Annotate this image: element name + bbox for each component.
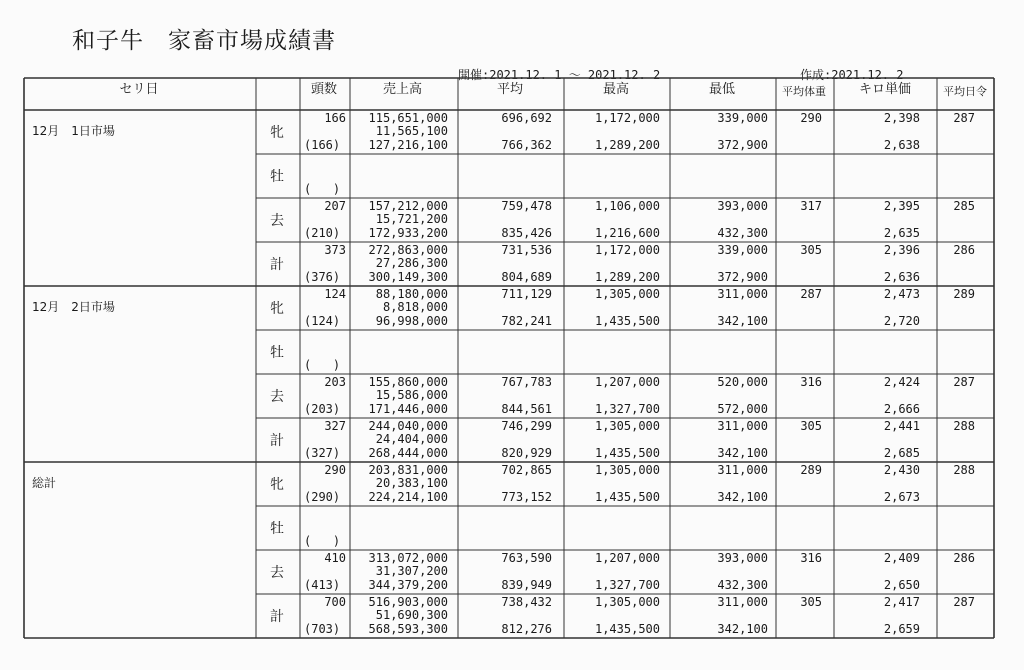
min-cell: 311,000: [717, 287, 768, 301]
min-cell: 311,000: [717, 419, 768, 433]
heads-cell: 373: [324, 243, 346, 257]
sales-total-cell: 224,214,100: [368, 490, 448, 504]
heads-cell: 203: [324, 375, 346, 389]
min-cell: 520,000: [717, 375, 768, 389]
avg-cell: 731,536: [501, 243, 552, 257]
avg-total-cell: 844,561: [501, 402, 552, 416]
avg-cell: 746,299: [501, 419, 552, 433]
avg-total-cell: 766,362: [501, 138, 552, 152]
age-cell: 285: [953, 199, 975, 213]
min-cell: 339,000: [717, 243, 768, 257]
min-cell: 393,000: [717, 551, 768, 565]
tax-cell: 51,690,300: [375, 608, 448, 622]
unit-price-cell: 2,417: [883, 595, 920, 609]
heads-cell: 700: [324, 595, 346, 609]
min-total-cell: 372,900: [717, 270, 768, 284]
age-cell: 288: [953, 463, 975, 477]
min-total-cell: 572,000: [717, 402, 768, 416]
age-cell: 286: [953, 551, 975, 565]
min-total-cell: 342,100: [717, 490, 768, 504]
min-cell: 311,000: [717, 463, 768, 477]
header-heads: 頭数: [310, 82, 337, 97]
row-kind: 牡: [270, 345, 284, 361]
max-cell: 1,172,000: [594, 243, 660, 257]
weight-cell: 290: [800, 111, 822, 125]
min-total-cell: 342,100: [717, 446, 768, 460]
heads-total-cell: (327): [304, 446, 341, 460]
sales-cell: 88,180,000: [375, 287, 448, 301]
max-cell: 1,106,000: [594, 199, 660, 213]
sales-cell: 157,212,000: [368, 199, 448, 213]
unit-price-total-cell: 2,666: [883, 402, 920, 416]
avg-cell: 767,783: [501, 375, 552, 389]
weight-cell: 316: [800, 551, 822, 565]
header-unit-price: キロ単価: [858, 82, 911, 97]
avg-total-cell: 839,949: [501, 578, 552, 592]
max-total-cell: 1,327,700: [594, 402, 660, 416]
section-label: 12月 2日市場: [32, 300, 115, 314]
row-kind: 去: [270, 565, 284, 581]
weight-cell: 289: [800, 463, 822, 477]
report-title: 和子牛 家畜市場成績書: [72, 28, 336, 54]
heads-total-cell: (413): [304, 578, 341, 592]
age-cell: 287: [953, 375, 975, 389]
heads-total-cell: (290): [304, 490, 341, 504]
max-total-cell: 1,435,500: [594, 314, 660, 328]
heads-cell: 207: [324, 199, 346, 213]
tax-cell: 15,586,000: [375, 388, 448, 402]
max-total-cell: 1,435,500: [594, 446, 660, 460]
unit-price-cell: 2,424: [883, 375, 920, 389]
header-sales: 売上高: [382, 82, 422, 97]
unit-price-cell: 2,441: [883, 419, 920, 433]
tax-cell: 24,404,000: [375, 432, 448, 446]
row-kind: 牝: [270, 301, 284, 317]
max-cell: 1,305,000: [594, 463, 660, 477]
min-total-cell: 432,300: [717, 226, 768, 240]
heads-cell: 327: [324, 419, 346, 433]
age-cell: 289: [953, 287, 975, 301]
unit-price-total-cell: 2,636: [883, 270, 920, 284]
header-max: 最高: [602, 82, 629, 97]
weight-cell: 317: [800, 199, 822, 213]
avg-total-cell: 820,929: [501, 446, 552, 460]
heads-cell: 290: [324, 463, 346, 477]
row-kind: 牝: [270, 477, 284, 493]
min-total-cell: 432,300: [717, 578, 768, 592]
unit-price-cell: 2,398: [883, 111, 920, 125]
heads-total-cell: ( ): [304, 182, 341, 196]
min-cell: 339,000: [717, 111, 768, 125]
avg-cell: 711,129: [501, 287, 552, 301]
row-kind: 牝: [270, 125, 284, 141]
avg-cell: 702,865: [501, 463, 552, 477]
max-total-cell: 1,289,200: [594, 138, 660, 152]
min-total-cell: 342,100: [717, 622, 768, 636]
sales-total-cell: 268,444,000: [368, 446, 448, 460]
max-total-cell: 1,435,500: [594, 490, 660, 504]
tax-cell: 11,565,100: [375, 124, 448, 138]
unit-price-total-cell: 2,638: [883, 138, 920, 152]
unit-price-cell: 2,430: [883, 463, 920, 477]
avg-total-cell: 782,241: [501, 314, 552, 328]
max-total-cell: 1,289,200: [594, 270, 660, 284]
weight-cell: 316: [800, 375, 822, 389]
unit-price-cell: 2,409: [883, 551, 920, 565]
avg-cell: 738,432: [501, 595, 552, 609]
unit-price-total-cell: 2,673: [883, 490, 920, 504]
avg-total-cell: 804,689: [501, 270, 552, 284]
sales-cell: 203,831,000: [368, 463, 448, 477]
sales-total-cell: 300,149,300: [368, 270, 448, 284]
max-cell: 1,305,000: [594, 595, 660, 609]
unit-price-cell: 2,473: [883, 287, 920, 301]
min-cell: 311,000: [717, 595, 768, 609]
row-kind: 計: [270, 609, 284, 625]
unit-price-cell: 2,396: [883, 243, 920, 257]
weight-cell: 305: [800, 595, 822, 609]
weight-cell: 305: [800, 419, 822, 433]
heads-total-cell: ( ): [304, 358, 341, 372]
min-cell: 393,000: [717, 199, 768, 213]
sales-total-cell: 127,216,100: [368, 138, 448, 152]
header-date: セリ日: [119, 82, 159, 97]
avg-cell: 759,478: [501, 199, 552, 213]
age-cell: 287: [953, 595, 975, 609]
max-cell: 1,305,000: [594, 287, 660, 301]
max-cell: 1,207,000: [594, 551, 660, 565]
avg-total-cell: 812,276: [501, 622, 552, 636]
avg-total-cell: 835,426: [501, 226, 552, 240]
section-label: 12月 1日市場: [32, 124, 115, 138]
avg-cell: 763,590: [501, 551, 552, 565]
unit-price-cell: 2,395: [883, 199, 920, 213]
row-kind: 去: [270, 389, 284, 405]
sales-total-cell: 344,379,200: [368, 578, 448, 592]
sales-cell: 155,860,000: [368, 375, 448, 389]
sales-cell: 313,072,000: [368, 551, 448, 565]
created-label: 作成:2021.12. 2: [800, 68, 904, 82]
max-total-cell: 1,435,500: [594, 622, 660, 636]
section-label: 総計: [32, 476, 57, 490]
heads-total-cell: ( ): [304, 534, 341, 548]
sales-total-cell: 96,998,000: [375, 314, 448, 328]
tax-cell: 8,818,000: [382, 300, 448, 314]
sales-cell: 516,903,000: [368, 595, 448, 609]
weight-cell: 287: [800, 287, 822, 301]
max-cell: 1,207,000: [594, 375, 660, 389]
row-kind: 計: [270, 433, 284, 449]
min-total-cell: 342,100: [717, 314, 768, 328]
heads-total-cell: (376): [304, 270, 341, 284]
heads-total-cell: (203): [304, 402, 341, 416]
avg-total-cell: 773,152: [501, 490, 552, 504]
unit-price-total-cell: 2,685: [883, 446, 920, 460]
avg-cell: 696,692: [501, 111, 552, 125]
heads-total-cell: (166): [304, 138, 341, 152]
heads-total-cell: (703): [304, 622, 341, 636]
max-total-cell: 1,216,600: [594, 226, 660, 240]
max-cell: 1,172,000: [594, 111, 660, 125]
tax-cell: 15,721,200: [375, 212, 448, 226]
unit-price-total-cell: 2,650: [883, 578, 920, 592]
header-min: 最低: [708, 82, 735, 97]
heads-cell: 124: [324, 287, 346, 301]
max-total-cell: 1,327,700: [594, 578, 660, 592]
heads-total-cell: (210): [304, 226, 341, 240]
sales-total-cell: 568,593,300: [368, 622, 448, 636]
heads-total-cell: (124): [304, 314, 341, 328]
tax-cell: 20,383,100: [375, 476, 448, 490]
sales-cell: 244,040,000: [368, 419, 448, 433]
unit-price-total-cell: 2,659: [883, 622, 920, 636]
row-kind: 牡: [270, 521, 284, 537]
row-kind: 去: [270, 213, 284, 229]
weight-cell: 305: [800, 243, 822, 257]
tax-cell: 31,307,200: [375, 564, 448, 578]
heads-cell: 410: [324, 551, 346, 565]
heads-cell: 166: [324, 111, 346, 125]
sales-total-cell: 172,933,200: [368, 226, 448, 240]
unit-price-total-cell: 2,720: [883, 314, 920, 328]
row-kind: 牡: [270, 169, 284, 185]
unit-price-total-cell: 2,635: [883, 226, 920, 240]
sales-total-cell: 171,446,000: [368, 402, 448, 416]
max-cell: 1,305,000: [594, 419, 660, 433]
header-avg: 平均: [496, 82, 523, 97]
header-avg-weight: 平均体重: [782, 85, 826, 98]
row-kind: 計: [270, 257, 284, 273]
tax-cell: 27,286,300: [375, 256, 448, 270]
min-total-cell: 372,900: [717, 138, 768, 152]
age-cell: 286: [953, 243, 975, 257]
sales-cell: 272,863,000: [368, 243, 448, 257]
age-cell: 287: [953, 111, 975, 125]
header-avg-age: 平均日令: [943, 85, 987, 98]
age-cell: 288: [953, 419, 975, 433]
period-label: 開催:2021.12. 1 ～ 2021.12. 2: [458, 68, 661, 82]
sales-cell: 115,651,000: [368, 111, 448, 125]
